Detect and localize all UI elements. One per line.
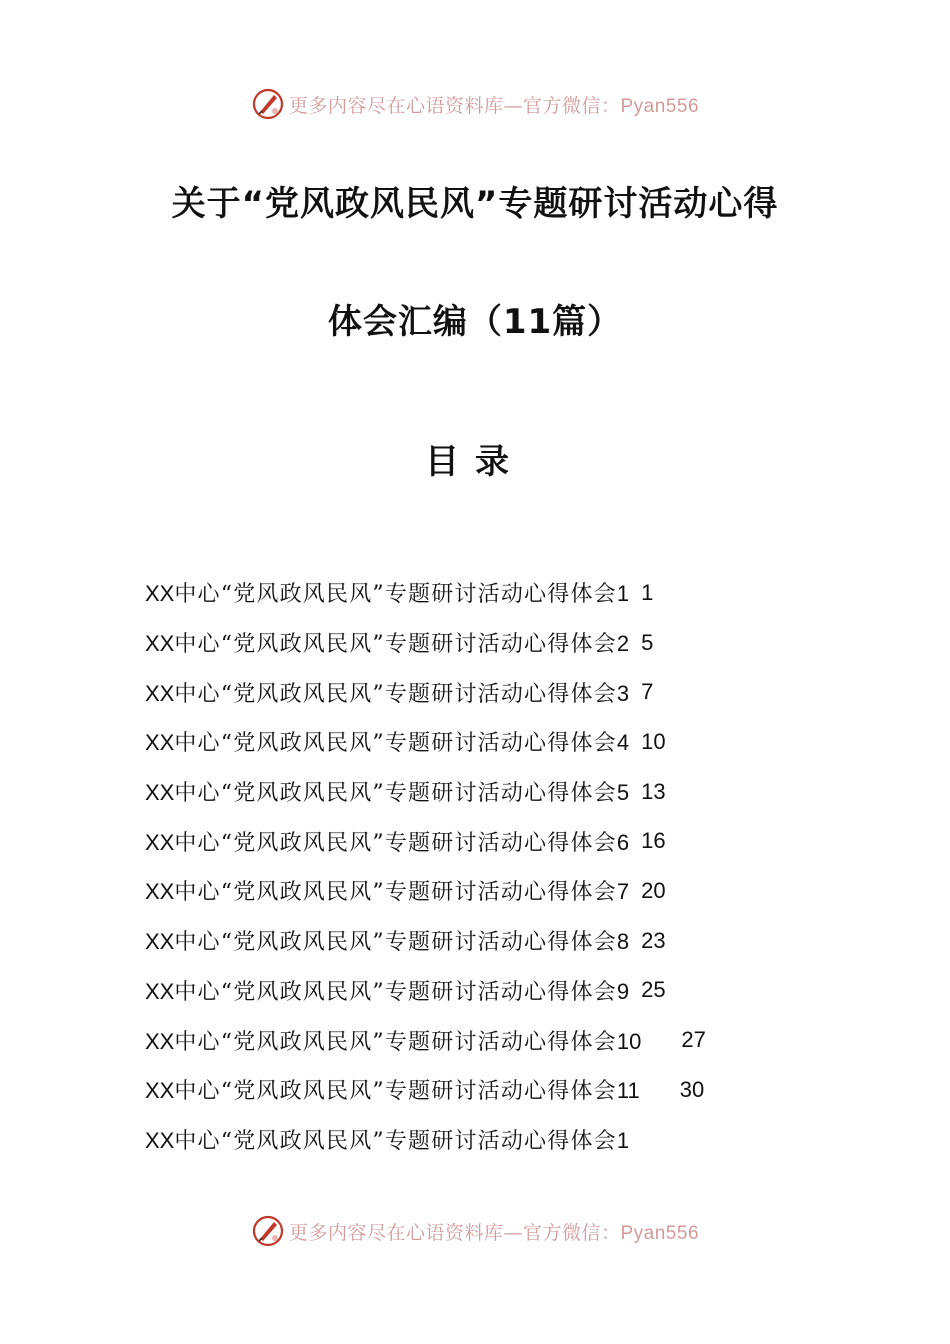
toc-entry-label: 中心“党风政风民风”专题研讨活动心得体会 xyxy=(174,632,617,658)
toc-entry-number: 9 xyxy=(616,978,630,1004)
toc-entry-prefix: XX xyxy=(145,680,175,706)
toc-entry-prefix: XX xyxy=(145,730,175,756)
toc-entry-number: 8 xyxy=(616,929,630,955)
toc-entry-page-number: 7 xyxy=(641,679,654,705)
toc-entry-prefix: XX xyxy=(145,780,175,806)
watermark-id: Pyan556 xyxy=(620,95,700,117)
toc-entry-label: 中心“党风政风民风”专题研讨活动心得体会 xyxy=(174,979,617,1005)
toc-entry-title xyxy=(145,1074,640,1105)
document-title-line-1: 关于“党风政风民风”专题研讨活动心得 xyxy=(171,184,779,224)
toc-entry-prefix: XX xyxy=(145,929,175,955)
table-of-contents xyxy=(145,568,845,1164)
toc-entry[interactable] xyxy=(145,1065,845,1115)
watermark-id: Pyan556 xyxy=(620,1222,700,1244)
toc-entry-title xyxy=(145,1124,629,1155)
toc-entry-title xyxy=(145,677,629,708)
toc-entry[interactable] xyxy=(145,618,845,668)
toc-entry-title xyxy=(145,726,629,757)
toc-entry-number: 7 xyxy=(616,879,630,905)
toc-entry-page-number: 5 xyxy=(641,629,654,655)
section-heading xyxy=(145,1115,845,1165)
watermark-text: 更多内容尽在心语资料库—官方微信： xyxy=(288,1221,621,1244)
toc-entry-title xyxy=(145,577,629,608)
toc-entry-title xyxy=(145,627,629,658)
toc-entry[interactable] xyxy=(145,568,845,618)
toc-entry-prefix: XX xyxy=(145,581,175,607)
toc-entry[interactable] xyxy=(145,717,845,767)
toc-entry-title xyxy=(145,875,629,906)
toc-entry-label: 中心“党风政风民风”专题研讨活动心得体会 xyxy=(174,1128,617,1154)
toc-entry[interactable] xyxy=(145,866,845,916)
toc-entry-title xyxy=(145,1025,641,1056)
watermark-header xyxy=(0,84,950,124)
toc-entry-number: 4 xyxy=(616,730,630,756)
toc-entry-label: 中心“党风政风民风”专题研讨活动心得体会 xyxy=(174,830,617,856)
toc-entry-prefix: XX xyxy=(145,879,175,905)
toc-entry[interactable] xyxy=(145,966,845,1016)
toc-entry-prefix: XX xyxy=(145,631,175,657)
document-title-line-2: 体会汇编（11篇） xyxy=(327,302,623,342)
toc-entry-number: 11 xyxy=(616,1078,640,1104)
toc-entry-number: 1 xyxy=(616,1127,630,1153)
toc-entry-page-number: 16 xyxy=(641,828,666,854)
quill-logo-icon xyxy=(251,87,285,121)
toc-entry-title xyxy=(145,975,629,1006)
toc-entry-number: 6 xyxy=(616,829,630,855)
toc-entry-page-number: 1 xyxy=(641,579,654,605)
toc-entry-prefix: XX xyxy=(145,978,175,1004)
toc-entry-label: 中心“党风政风民风”专题研讨活动心得体会 xyxy=(174,1079,617,1105)
toc-entry-number: 10 xyxy=(616,1028,642,1054)
toc-entry-page-number: 30 xyxy=(679,1076,705,1102)
watermark-text: 更多内容尽在心语资料库—官方微信： xyxy=(288,94,621,117)
toc-entry-title xyxy=(145,776,629,807)
toc-entry-page-number: 10 xyxy=(641,728,666,754)
toc-entry-title xyxy=(145,826,629,857)
toc-entry-prefix: XX xyxy=(145,829,175,855)
toc-entry[interactable] xyxy=(145,816,845,866)
toc-entry-title xyxy=(145,925,629,956)
toc-entry-page-number: 20 xyxy=(641,877,666,903)
toc-entry-prefix: XX xyxy=(145,1127,175,1153)
toc-heading: 目录 xyxy=(425,442,525,482)
toc-entry-label: 中心“党风政风民风”专题研讨活动心得体会 xyxy=(174,1029,617,1055)
watermark-footer xyxy=(0,1211,950,1251)
toc-entry[interactable] xyxy=(145,1015,845,1065)
toc-entry-page-number: 23 xyxy=(641,927,666,953)
toc-entry[interactable] xyxy=(145,667,845,717)
toc-entry-number: 3 xyxy=(616,680,630,706)
toc-entry-page-number: 27 xyxy=(681,1027,706,1053)
toc-entry-label: 中心“党风政风民风”专题研讨活动心得体会 xyxy=(174,582,617,608)
toc-entry-label: 中心“党风政风民风”专题研讨活动心得体会 xyxy=(174,681,617,707)
toc-entry[interactable] xyxy=(145,916,845,966)
toc-entry-page-number: 25 xyxy=(641,977,666,1003)
toc-entry[interactable] xyxy=(145,767,845,817)
toc-entry-label: 中心“党风政风民风”专题研讨活动心得体会 xyxy=(174,731,617,757)
quill-logo-icon xyxy=(251,1214,285,1248)
toc-entry-number: 1 xyxy=(616,581,630,607)
toc-entry-number: 5 xyxy=(616,780,630,806)
toc-entry-prefix: XX xyxy=(145,1028,175,1054)
toc-entry-label: 中心“党风政风民风”专题研讨活动心得体会 xyxy=(174,781,617,807)
toc-entry-label: 中心“党风政风民风”专题研讨活动心得体会 xyxy=(174,930,617,956)
toc-entry-label: 中心“党风政风民风”专题研讨活动心得体会 xyxy=(174,880,617,906)
toc-entry-prefix: XX xyxy=(145,1078,175,1104)
toc-entry-page-number: 13 xyxy=(641,778,666,804)
toc-entry-number: 2 xyxy=(616,631,630,657)
